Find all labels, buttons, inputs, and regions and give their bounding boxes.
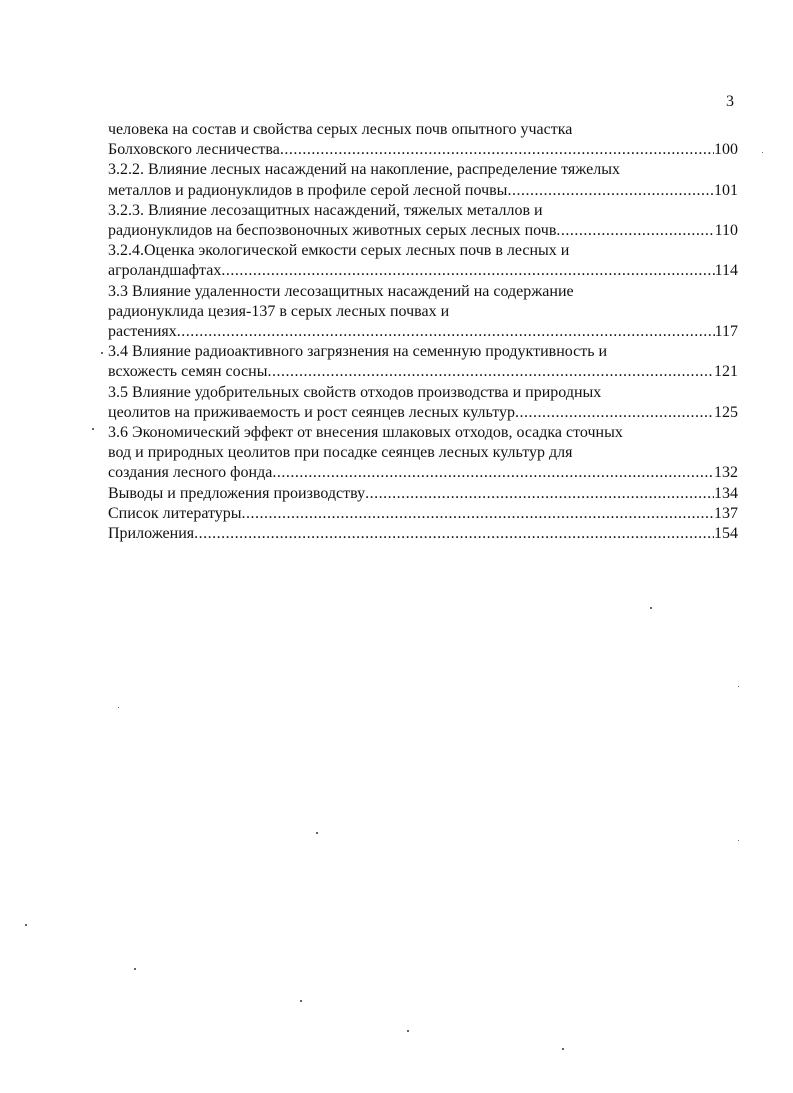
toc-entry-line: 3.2.3. Влияние лесозащитных насаждений, тяжелых металлов и (108, 201, 543, 219)
toc-entry-last-line (108, 403, 738, 423)
toc-entry (108, 504, 738, 524)
toc-entry-last-line (108, 484, 738, 504)
toc-entry-title: металлов и радионуклидов в профиле серой лесной почвы (108, 181, 508, 199)
toc-entry-last-line (108, 221, 738, 241)
scan-speck (25, 924, 27, 926)
dot-leader (556, 221, 714, 241)
toc-entry-line: вод и природных цеолитов при посадке сеянцев лесных культур для (108, 444, 573, 462)
toc-entry-line: человека на состав и свойства серых лесных почв опытного участка (108, 121, 573, 138)
toc-entry-title: создания лесного фонда (108, 464, 273, 482)
scan-speck (650, 607, 652, 609)
toc-entry-last-line (108, 140, 738, 160)
dot-leader (194, 524, 714, 544)
scan-speck (316, 832, 318, 834)
toc-entry (108, 160, 738, 200)
toc-entry-page-number: 154 (714, 525, 738, 543)
toc-entry (108, 241, 738, 281)
toc-entry (108, 120, 738, 160)
toc-entry-page-number: 137 (714, 504, 738, 522)
toc-entry (108, 342, 738, 382)
dot-leader (242, 504, 714, 524)
toc-entry-page-number: 114 (714, 262, 738, 280)
page-number: 3 (726, 93, 734, 110)
toc-entry-title: Приложения (108, 525, 195, 543)
dot-leader (177, 322, 715, 342)
toc-entry-page-number: 125 (714, 403, 738, 421)
dot-leader (280, 140, 714, 160)
toc-entry-line: 3.2.2. Влияние лесных насаждений на накопление, распределение тяжелых (108, 161, 620, 179)
scan-speck (762, 152, 763, 153)
toc-entry-title: Выводы и предложения производству (108, 484, 366, 502)
scan-speck (407, 1030, 409, 1032)
toc-entry-page-number: 110 (714, 222, 738, 240)
toc-entry-last-line (108, 362, 738, 382)
toc-entry (108, 524, 738, 544)
toc-entry-last-line (108, 181, 738, 201)
toc-entry-title: Болховского лесничества (108, 141, 280, 159)
toc-entry-page-number: 121 (714, 363, 738, 381)
toc-entry (108, 282, 738, 343)
toc-entry (108, 484, 738, 504)
toc-entry-title: Список литературы (108, 504, 242, 522)
toc-entry-title: всхожесть семян сосны (108, 363, 268, 381)
dot-leader (272, 463, 714, 483)
toc-entry (108, 201, 738, 241)
toc-entry-page-number: 100 (714, 141, 738, 159)
toc-entry (108, 383, 738, 423)
dot-leader (507, 181, 714, 201)
dot-leader (267, 362, 714, 382)
toc-entry-line: 3.6 Экономический эффект от внесения шлаковых отходов, осадка сточных (108, 424, 623, 442)
scan-speck (738, 840, 739, 841)
toc-entry-page-number: 134 (714, 484, 738, 502)
toc-entry-page-number: 132 (714, 464, 738, 482)
toc-entry-line: 3.3 Влияние удаленности лесозащитных насаждений на содержание (108, 282, 574, 300)
toc-entry-last-line (108, 524, 738, 544)
table-of-contents (108, 120, 738, 544)
scan-speck (118, 707, 119, 708)
toc-entry-last-line (108, 463, 738, 483)
toc-entry-line: 3.5 Влияние удобрительных свойств отходов производства и природных (108, 383, 602, 401)
toc-entry-title: агроландшафтах (108, 262, 222, 280)
scan-speck (738, 686, 739, 687)
toc-entry (108, 423, 738, 484)
scan-speck (134, 968, 136, 970)
toc-entry-last-line (108, 322, 738, 342)
dot-leader (515, 403, 714, 423)
toc-entry-line: радионуклида цезия-137 в серых лесных почвах и (108, 302, 450, 320)
toc-entry-last-line (108, 504, 738, 524)
toc-entry-line: 3.4 Влияние радиоактивного загрязнения на семенную продуктивность и (108, 343, 608, 361)
scan-speck (300, 1000, 302, 1002)
toc-entry-line: 3.2.4.Оценка экологической емкости серых лесных почв в лесных и (108, 242, 570, 260)
toc-entry-title: радионуклидов на беспозвоночных животных серых лесных почв (108, 222, 557, 240)
scan-speck (562, 1048, 564, 1050)
scan-speck (92, 428, 94, 430)
toc-entry-title: цеолитов на приживаемость и рост сеянцев лесных культур (108, 403, 515, 421)
toc-entry-last-line (108, 261, 738, 281)
toc-entry-title: растениях (108, 323, 177, 341)
toc-entry-page-number: 101 (714, 181, 738, 199)
scan-speck (101, 352, 103, 354)
dot-leader (365, 484, 714, 504)
dot-leader (221, 261, 714, 281)
toc-entry-page-number: 117 (714, 323, 738, 341)
